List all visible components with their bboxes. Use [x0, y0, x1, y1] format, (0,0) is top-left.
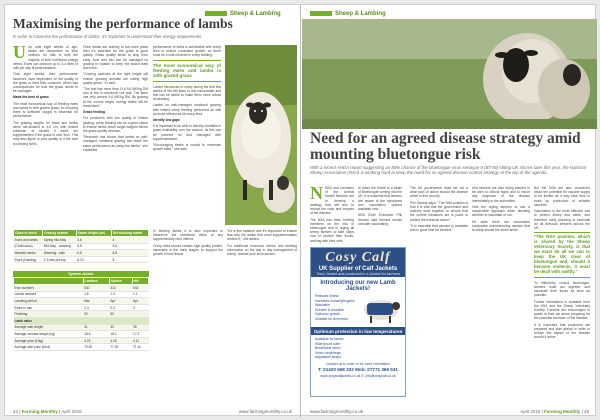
issue-date: April 2016 [61, 409, 82, 414]
advert-tagline: UK Supplier of Calf Jackets [318, 266, 398, 272]
right-page [302, 5, 597, 417]
pull-quote: The most economical way of feeding ewes and lambs is with grazed grass [153, 60, 221, 82]
advert-logo [311, 248, 405, 277]
list-item: Washable [315, 303, 330, 308]
page-headline: Maximising the performance of lambs [13, 16, 233, 31]
article-column-2: Once lambs are starting to eat more grass then it's essential for the grass is good quality. Grass quality tends to drop from early June and this can be managed by grazing in rotation to keep the sward leafy and fresh. "Grazing pastures at the right height will ensure growing animals are eating high quality grass," Dr said. "The leaf has more than 11.6 MJ ME/kg DM and is low in structural cell wall. The stem has only around 9.6 ME/kg DM. By grazing at the correct height, energy intake will be maximised." Grass feeding For producers with low quality or limited grazing, creep feeding can be a good option to ensure lambs reach target weights before the grass quality declines. "Research has shown that lambs on well-managed, rotational grazing can reach the same performance as creep-fed lambs," she explained. [83, 45, 148, 152]
magazine-spread [4, 4, 596, 416]
article-column-3: performance of twins is achievable with creep feed to ensure consistent growth, so there must be a cost involved in creep feeding. The most economical way of feeding ewes and lambs is with grazed grass Lambs introduced to creep during the first few weeks of life will learn to eat concentrate and this can be useful to make them more robust at weaning. Lambs on well-managed rotational grazing with limited creep feeding performed as well as those offered ad-lib creep feed. Identify low gaps It is important to be able to identify shortfalls in grass availability over the season, as this can be planned for and managed with supplementation. "Encouraging intake is crucial to maximise growth rates," she said. [153, 45, 221, 152]
magazine-name: Farming Monthly [21, 409, 58, 414]
standfirst: In order to maximise the performance of lambs, it's important to understand their energy requirements. [13, 34, 203, 39]
list-item: Optimum growth [315, 312, 340, 317]
list-item: Increases liveweight gains [315, 298, 355, 303]
lambs-photo-art [225, 45, 297, 225]
footer-url[interactable]: www.farmingmonthly.co.uk [310, 409, 364, 414]
issue-date: April 2016 [520, 409, 541, 414]
table-row: Average price (£/kg) 4.23 4.18 4.11 [14, 337, 149, 344]
article-column-4: And farmers are also being warned to be alert to clinical signs and to report any suspicion of the disease immediately to the authorities. Vets are urging farmers to use a responsible approach when deciding whether to vaccinate or not. He adds there are vaccination companies manufacturing vaccine that is ready should the strain arrive. [472, 186, 530, 232]
table-row: Ewes (flushing) 2-3 wks pre-tup 8-10 8 [14, 256, 149, 263]
cosy-calf-advert[interactable] [310, 247, 406, 397]
subheading: Identify low gaps [153, 118, 180, 123]
advert-intro: Introducing our new Lamb Jackets! [320, 280, 396, 292]
table-row: Ewe numbers 530 310 540 [14, 285, 149, 292]
table-row: Average sale price (£/hd) 79.50 77.00 71.10 [14, 344, 149, 351]
standfirst: With a recent AHDA report suggesting an 80% chance of the bluetongue virus serotype 8 (BTV8) hitting UK shores later this year, the National Sheep Association (NSA) is working hard to keep the need for an agreed disease control strategy at the top of the agenda. [310, 165, 586, 176]
list-item: Available for lambs [315, 337, 344, 341]
article-column-3: The UK government must set out a clear plan of action should the disease arrive in this country. Phil Stocker says: "The NSA position is that it is vital that the government and industry work together to ensure that the correct measures are in place to protect the livestock sector." "It is essential that vaccine is available and in good time for farmers." [410, 186, 468, 232]
page-footer: 44 | Farming Monthly | April 2016 [13, 409, 82, 414]
table-row: Average carcase weight (kg) 18.8 18.4 17.3 [14, 331, 149, 338]
page-headline: Need for an agreed disease strategy amid mounting bluetongue risk [310, 130, 581, 163]
sheep-photo [302, 19, 597, 129]
article-column-1: U Up until eight weeks of age, lambs are dependent on their mothers for milk to fulfil the majority of their nutritional energy needs. Ewes can produce up to 3-4 litres of milk per day at peak lactation. That eight weeks, their performance becomes more dependent on the quality of the grass or feed they consume, which has consequences for how the grass needs to be managed. Made the best of grass The most economical way of feeding ewes and lambs is with grazed grass, so ensuring there is sufficient supply is essential for performance. The grazing targets for ewes and lambs when set-stocked is 4-6 cm, with limited evidence of benefit if ewes are supplemented if the grass is over 5cm. This may also figure in poor quality or if the ewe is carrying twins. [13, 45, 78, 146]
advert-features-left [315, 294, 361, 324]
section-tag: Sheep & Lambing [310, 11, 386, 17]
advert-phone[interactable]: T: 01420 568 332 Mob: 07771 366 531 [318, 367, 398, 373]
magazine-name: Farming Monthly [544, 409, 581, 414]
table-header-row: Class of stock Grazing system Sward height (cm) Set stocking sward [14, 230, 149, 237]
table-row: Lambs weaned 1.6 1.4 1.1 [14, 291, 149, 298]
left-page [5, 5, 301, 417]
table-title: System details [13, 271, 149, 277]
table-row: Lambing period Mar Apr Apr [14, 298, 149, 305]
article-column-1: NNSA and members of the Animal Health Network are to develop a strategy that will aim to reduce the risks and impacts of the disease. The NSA has been briefing members on the risk of bluetongue and is urging all sheep farmers to take steps now to protect their flocks, working with their vets. [310, 186, 354, 243]
advert-web[interactable]: www.cosycalfjackets.co.uk E: info@cosycalf.co.uk [320, 374, 396, 379]
article-column-2: to down the threat to a strain of Bluetongue coming into the UK, it is essential that farmers are aware of the symptoms and vaccination options available now. NSA Chief Executive Phil Stocker said farmers should consider vaccinating. [358, 186, 402, 226]
table-row: Average sale weight 41 40 38 [14, 324, 149, 331]
sward-height-table [13, 229, 149, 263]
list-item: Adjustable straps [315, 355, 342, 360]
subheading: Grass feeding [83, 110, 105, 115]
list-item: Waterproof outer [315, 341, 341, 346]
lambs-photo [225, 45, 297, 225]
pull-quote: "The NSA position, which is shared by the Sheep Veterinary Society, is that we must do all we can to keep the UK clear of bluetongue and, should it become endemic, it must be dealt with swiftly." [534, 232, 590, 278]
advert-subtag: Tried, tested and produced in a Jacket for farmers [316, 272, 400, 276]
list-item: Durable & reusable [315, 307, 345, 312]
page-number: 45 [583, 409, 589, 414]
advert-features-right [315, 337, 405, 360]
drop-cap: N [310, 186, 323, 203]
section-bar [310, 11, 332, 16]
list-item: Suitable for all breeds [315, 316, 348, 321]
subheading: Made the best of grass [13, 95, 49, 100]
article-column-4: In feeding lambs it is also important to determine the nutritional value of any supplementary feed offered. Creep diets should contain high quality protein, especially in the early stages, to support the growth of lean tissue. "It's a fine balance and it's important to ensure that only the lambs that need supplementation receive it," she added. For additional economic advice and lambing information on the day to day management of sheep, contact your local adviser. [153, 229, 297, 257]
advert-brand: Cosy Calf [325, 250, 391, 265]
table-row: Ewes to ram 2-4 2-3 3 [14, 304, 149, 311]
table-row: (Continuous) Mid-May - weaning 6-8 5-6 [14, 243, 149, 250]
list-item: Breathable fabric [315, 346, 341, 351]
list-item: Velcro fastenings [315, 350, 341, 355]
drop-cap: U [13, 45, 26, 62]
calf-jacket-icon [361, 294, 401, 324]
table-header-row: Lowland Upland Hill [14, 278, 149, 285]
table-group-row: Lamb sales [14, 317, 149, 324]
table-row: Ewes and lambs Spring mid-May 4-6 4 [14, 237, 149, 244]
table-row: Finishing 90 80 [14, 311, 149, 318]
system-details-table [13, 271, 149, 351]
footer-url[interactable]: www.farmingmonthly.co.uk [238, 409, 292, 414]
section-tag: Sheep & Lambing [205, 11, 281, 17]
page-footer: April 2016 | Farming Monthly | 45 [520, 409, 589, 414]
page-number: 44 [13, 409, 19, 414]
list-item: Reduces illness [315, 294, 339, 298]
advert-banner: Optimum protection in low temperatures [311, 327, 405, 335]
sheep-photo-art [302, 19, 597, 129]
table-row: Weaned lambs Weaning - sale 6-8 6-8 [14, 250, 149, 257]
advert-contact: Contact us to order or for more information [325, 361, 391, 366]
article-column-5: But the NSA are also concerned about the potential for vaccine supply to be limited as it may take time to scale up production of suitable vaccines. Vaccination is the most effective tool to protect sheep and cattle, and therefore early planning is essential for all livestock keepers across the UK. "The NSA position, which is shared by the Sheep Veterinary Society, is that we must do all we can to keep the UK clear of bluetongue and, should it become endemic, it must be dealt with swiftly." To effectively control bluetongue, farmers must act together and vaccinate their flocks as soon as possible. Further information is available from the NSA and the Sheep Veterinary Society. Farmers are encouraged to speak to their vet about preparing for the potential incursion of the disease. It is important that producers are prepared and plan ahead in order to reduce the impact of the disease should it arrive. [534, 186, 590, 340]
